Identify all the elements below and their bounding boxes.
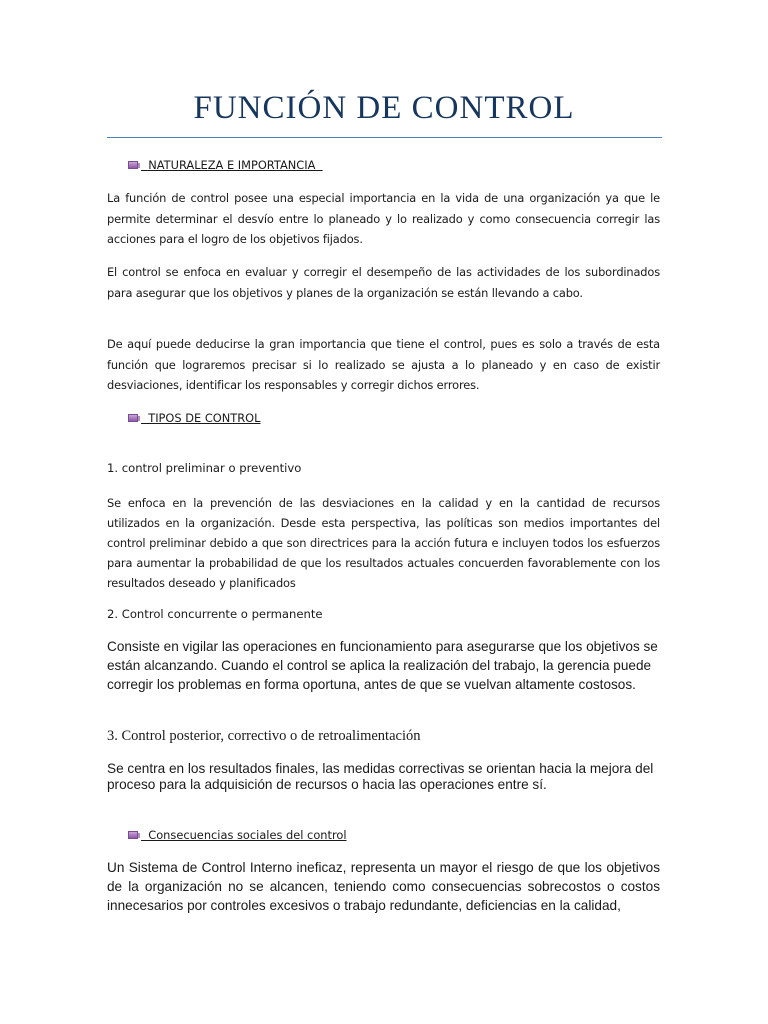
subheading-2 (107, 607, 660, 621)
paragraph-text: Se centra en los resultados finales, las medidas correctivas se orientan hacia la mejora del proceso para la adquisición de recursos o hacia las operaciones entre sí. (107, 761, 654, 792)
paragraph-3 (107, 334, 660, 396)
subheading-text: 3. Control posterior, correctivo o de retroalimentación (107, 728, 421, 744)
title-underline (107, 137, 662, 138)
bullet-square-icon (128, 831, 138, 839)
paragraph-1 (107, 188, 660, 250)
subheading-3 (107, 728, 660, 745)
paragraph-6 (107, 761, 660, 793)
paragraph-text: Se enfoca en la prevención de las desviaciones en la calidad y en la cantidad de recursos utilizados en la organización. Desde esta perspectiva, las políticas son medios importantes del control preliminar debido a que son directrices para la acción futura e incluyen todos los esfuerzos para aumentar la probabilidad de que los resultados actuales concuerden favorablemente con los resultados deseado y planificados (107, 496, 660, 590)
page-title: FUNCIÓN DE CONTROL (193, 90, 575, 126)
paragraph-2 (107, 262, 660, 303)
bullet-heading-tipos (128, 411, 260, 425)
subheading-text: 2. Control concurrente o permanente (107, 607, 323, 621)
paragraph-text: De aquí puede deducirse la gran importancia que tiene el control, pues es solo a través de esta función que lograremos precisar si lo realizado se ajusta a lo planeado y en caso de existir desviaciones, identificar los responsables y corregir dichos errores. (107, 337, 660, 392)
bullet-square-icon (128, 161, 138, 169)
bullet-square-icon (128, 414, 138, 422)
bullet-heading-consecuencias (128, 828, 347, 842)
paragraph-text: Consiste en vigilar las operaciones en funcionamiento para asegurarse que los objetivos se están alcanzando. Cuando el control se aplica la realización del trabajo, la gerencia puede corregir los problemas en forma oportuna, antes de que se vuelvan altamente costosos. (107, 639, 658, 693)
bullet-label: Consecuencias sociales del control (141, 828, 347, 842)
subheading-1 (107, 461, 660, 475)
subheading-text: 1. control preliminar o preventivo (107, 461, 302, 475)
paragraph-text: El control se enfoca en evaluar y corregir el desempeño de las actividades de los subordinados para asegurar que los objetivos y planes de la organización se están llevando a cabo. (107, 265, 660, 300)
paragraph-text: La función de control posee una especial importancia en la vida de una organización ya que le permite determinar el desvío entre lo planeado y lo realizado y como consecuencia corregir las acciones para el logro de los objetivos fijados. (107, 191, 660, 246)
paragraph-text: Un Sistema de Control Interno ineficaz, representa un mayor el riesgo de que los objetivos de la organización no se alcancen, teniendo como consecuencias sobrecostos o costos innecesarios por controles excesivos o trabajo redundante, deficiencias en la calidad, (107, 860, 660, 914)
bullet-label: TIPOS DE CONTROL (141, 411, 261, 425)
bullet-heading-naturaleza (128, 158, 323, 172)
paragraph-4 (107, 493, 660, 593)
bullet-label: NATURALEZA E IMPORTANCIA (141, 158, 323, 172)
paragraph-7 (107, 858, 660, 916)
paragraph-5 (107, 637, 660, 695)
